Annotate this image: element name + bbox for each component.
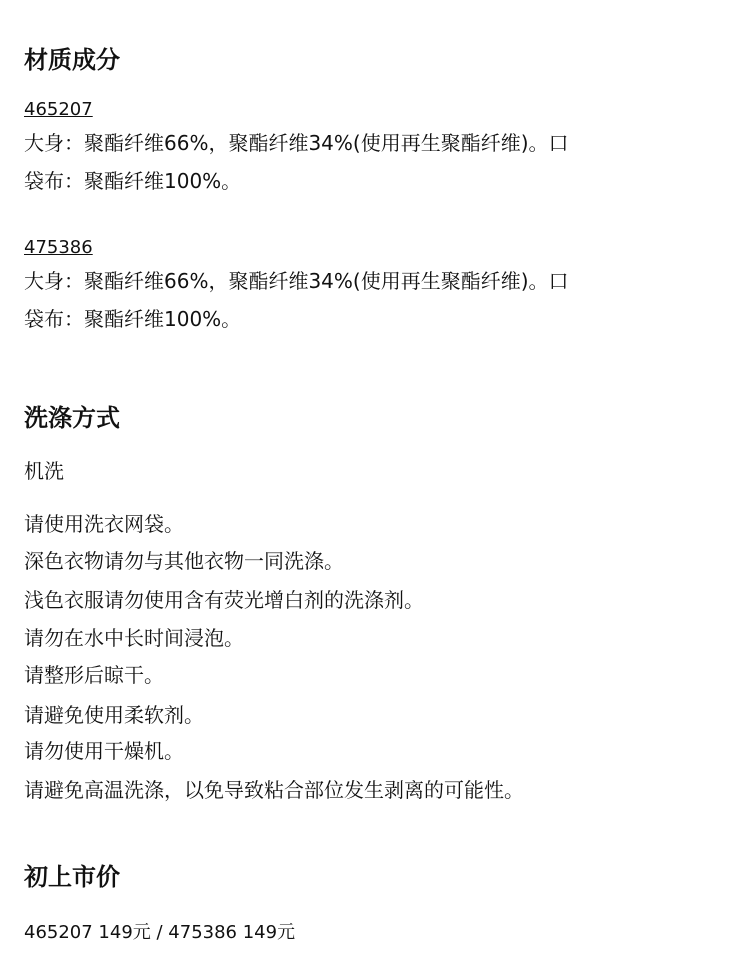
washing-instruction: 请避免高温洗涤，以免导致粘合部位发生剥离的可能性。 [24,778,524,802]
washing-instruction: 请使用洗衣网袋。 [24,512,184,536]
washing-instruction: 深色衣物请勿与其他衣物一同洗涤。 [24,549,344,573]
price-section-title: 初上市价 [24,863,120,891]
material-line: 袋布：聚酯纤维100%。 [24,307,242,331]
washing-instruction: 请整形后晾干。 [24,663,164,687]
washing-instruction: 请避免使用柔软剂。 [24,703,204,727]
washing-instruction: 请勿在水中长时间浸泡。 [24,626,244,650]
washing-method: 机洗 [24,459,64,483]
material-line: 大身：聚酯纤维66%，聚酯纤维34%(使用再生聚酯纤维)。口 [24,131,569,155]
price-text: 465207 149元 / 475386 149元 [24,922,296,943]
product-code-link-465207[interactable]: 465207 [24,99,93,120]
material-line: 大身：聚酯纤维66%，聚酯纤维34%(使用再生聚酯纤维)。口 [24,269,569,293]
material-line: 袋布：聚酯纤维100%。 [24,169,242,193]
washing-instruction: 浅色衣服请勿使用含有荧光增白剂的洗涤剂。 [24,588,424,612]
material-section-title: 材质成分 [24,46,120,74]
washing-instruction: 请勿使用干燥机。 [24,739,184,763]
product-code-link-475386[interactable]: 475386 [24,237,93,258]
washing-section-title: 洗涤方式 [24,404,120,432]
